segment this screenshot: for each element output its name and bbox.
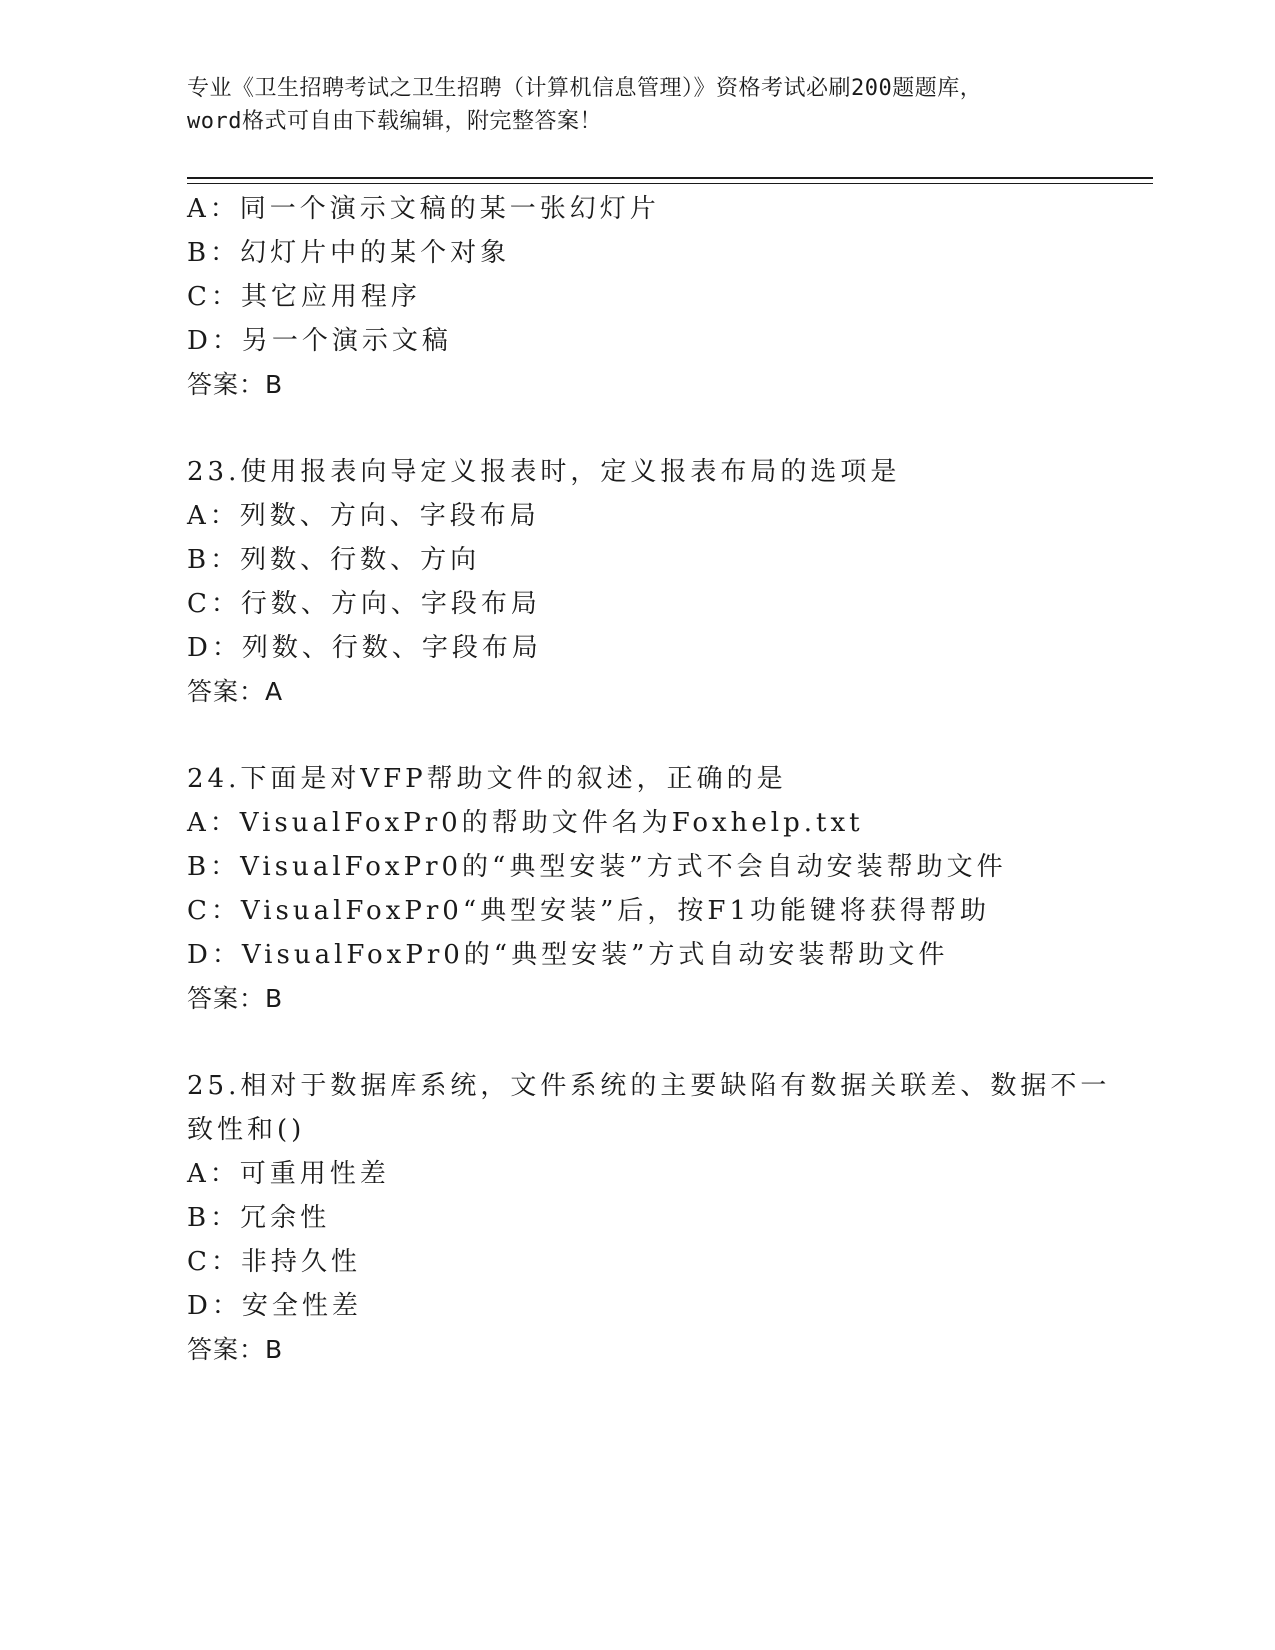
q23-option-a: A：列数、方向、字段布局	[187, 501, 540, 531]
q24-option-d: D：VisualFoxPr0的“典型安装”方式自动安装帮助文件	[187, 940, 949, 970]
q25-option-b: B：冗余性	[187, 1203, 331, 1233]
q25-option-d: D：安全性差	[187, 1291, 362, 1321]
q25-question-line-1: 25.相对于数据库系统，文件系统的主要缺陷有数据关联差、数据不一	[187, 1071, 1111, 1101]
q24-answer: 答案：B	[187, 984, 284, 1013]
q22-option-d: D：另一个演示文稿	[187, 326, 452, 356]
q22-option-c: C：其它应用程序	[187, 282, 421, 312]
q25-answer: 答案：B	[187, 1335, 284, 1364]
header-line-2: word格式可自由下载编辑，附完整答案！	[187, 109, 602, 134]
q24-question: 24.下面是对VFP帮助文件的叙述，正确的是	[187, 764, 787, 794]
header-divider-thick	[187, 177, 1153, 179]
q24-option-c: C：VisualFoxPr0“典型安装”后，按F1功能键将获得帮助	[187, 896, 990, 926]
document-header	[187, 72, 1087, 138]
q24-option-b: B：VisualFoxPr0的“典型安装”方式不会自动安装帮助文件	[187, 852, 1007, 882]
header-divider-thin	[187, 183, 1153, 184]
q25-option-a: A：可重用性差	[187, 1159, 390, 1189]
q22-option-b: B：幻灯片中的某个对象	[187, 238, 511, 268]
q22-option-a: A：同一个演示文稿的某一张幻灯片	[187, 194, 660, 224]
q22-answer: 答案：B	[187, 370, 284, 399]
q25-option-c: C：非持久性	[187, 1247, 361, 1277]
header-line-1: 专业《卫生招聘考试之卫生招聘（计算机信息管理）》资格考试必刷200题题库，	[187, 76, 983, 101]
q23-option-c: C：行数、方向、字段布局	[187, 589, 541, 619]
q23-question: 23.使用报表向导定义报表时，定义报表布局的选项是	[187, 457, 901, 487]
q23-answer: 答案：A	[187, 677, 284, 706]
q25-question-line-2: 致性和()	[187, 1115, 306, 1145]
q23-option-b: B：列数、行数、方向	[187, 545, 481, 575]
q24-option-a: A：VisualFoxPr0的帮助文件名为Foxhelp.txt	[187, 808, 864, 838]
q23-option-d: D：列数、行数、字段布局	[187, 633, 542, 663]
